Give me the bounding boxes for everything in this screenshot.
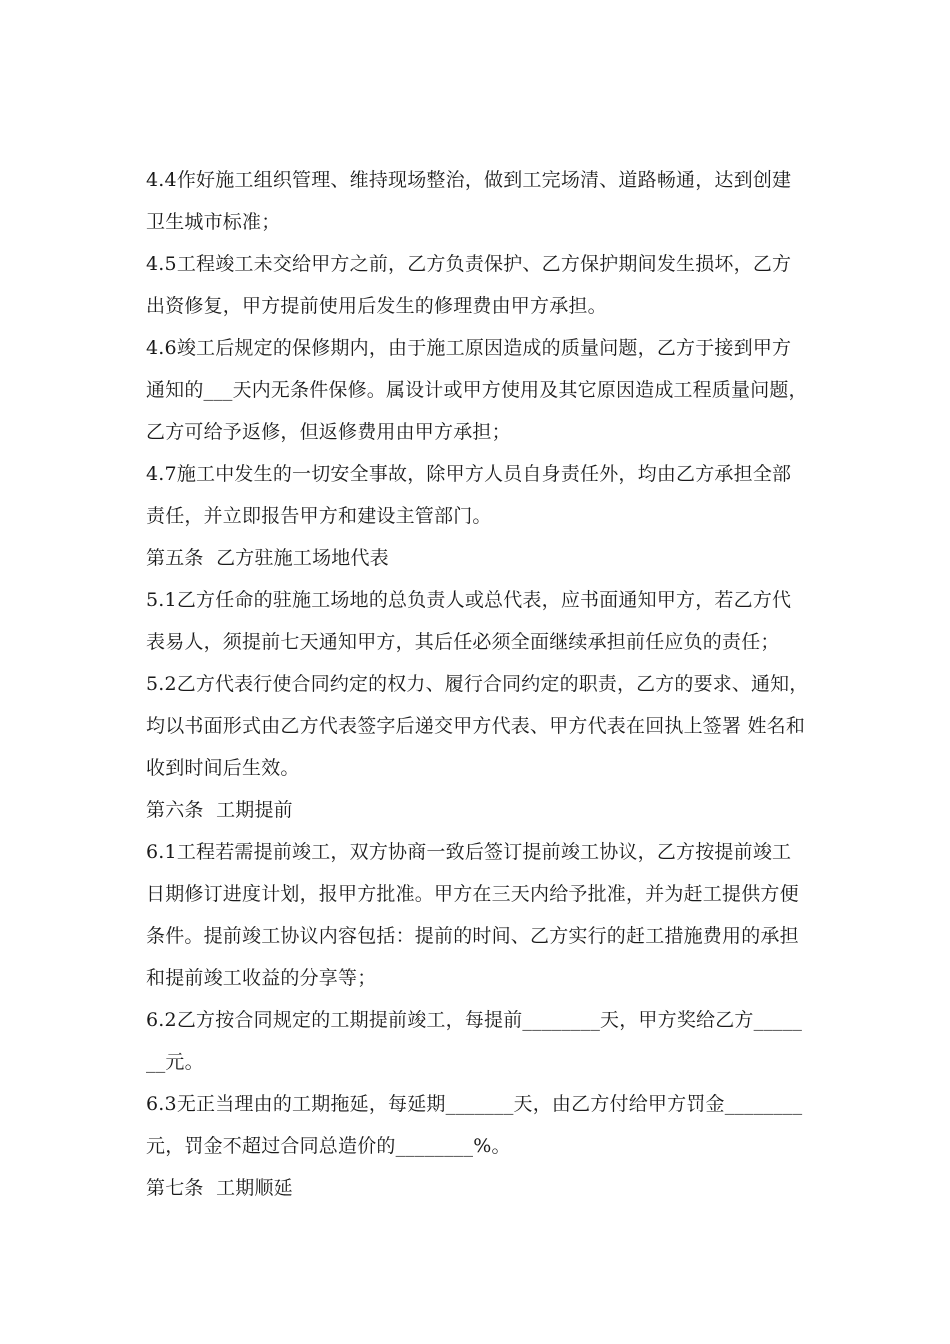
clause-6-3-line-1: 6.3无正当理由的工期拖延，每延期_______天，由乙方付给甲方罚金________ [146,1093,803,1115]
clause-4-5-line-1: 4.5工程竣工未交给甲方之前，乙方负责保护、乙方保护期间发生损坏，乙方 [146,253,792,275]
clause-6-1-line-2: 日期修订进度计划，报甲方批准。甲方在三天内给予批准，并为赶工提供方便 [146,883,799,905]
clause-6-1-line-3: 条件。提前竣工协议内容包括：提前的时间、乙方实行的赶工措施费用的承担 [146,925,799,947]
clause-4-7-line-1: 4.7施工中发生的一切安全事故，除甲方人员自身责任外，均由乙方承担全部 [146,463,792,485]
clause-6-2-line-1: 6.2乙方按合同规定的工期提前竣工，每提前________天，甲方奖给乙方_____ [146,1009,803,1031]
clause-4-4-line-2: 卫生城市标准； [146,211,281,233]
clause-4-5-line-2: 出资修复，甲方提前使用后发生的修理费由甲方承担。 [146,295,607,317]
article-5-heading: 第五条 乙方驻施工场地代表 [146,547,389,569]
clause-4-4-line-1: 4.4作好施工组织管理、维持现场整治，做到工完场清、道路畅通，达到创建 [146,169,792,191]
clause-4-6-line-2: 通知的___天内无条件保修。属设计或甲方使用及其它原因造成工程质量问题， [146,379,808,401]
clause-4-6-line-1: 4.6竣工后规定的保修期内，由于施工原因造成的质量问题，乙方于接到甲方 [146,337,792,359]
clause-6-2-line-2: __元。 [146,1051,204,1073]
article-7-heading: 第七条 工期顺延 [146,1177,293,1199]
clause-6-1-line-4: 和提前竣工收益的分享等； [146,967,377,989]
clause-4-6-line-3: 乙方可给予返修，但返修费用由甲方承担； [146,421,511,443]
clause-5-2-line-2: 均以书面形式由乙方代表签字后递交甲方代表、甲方代表在回执上签署 姓名和 [146,715,806,737]
clause-4-7-line-2: 责任，并立即报告甲方和建设主管部门。 [146,505,492,527]
clause-5-1-line-2: 表易人，须提前七天通知甲方，其后任必须全面继续承担前任应负的责任； [146,631,780,653]
article-6-heading: 第六条 工期提前 [146,799,293,821]
clause-5-1-line-1: 5.1乙方任命的驻施工场地的总负责人或总代表，应书面通知甲方，若乙方代 [146,589,792,611]
clause-5-2-line-3: 收到时间后生效。 [146,757,300,779]
clause-6-3-line-2: 元，罚金不超过合同总造价的________%。 [146,1135,511,1157]
clause-5-2-line-1: 5.2乙方代表行使合同约定的权力、履行合同约定的职责，乙方的要求、通知， [146,673,809,695]
clause-6-1-line-1: 6.1工程若需提前竣工，双方协商一致后签订提前竣工协议，乙方按提前竣工 [146,841,792,863]
